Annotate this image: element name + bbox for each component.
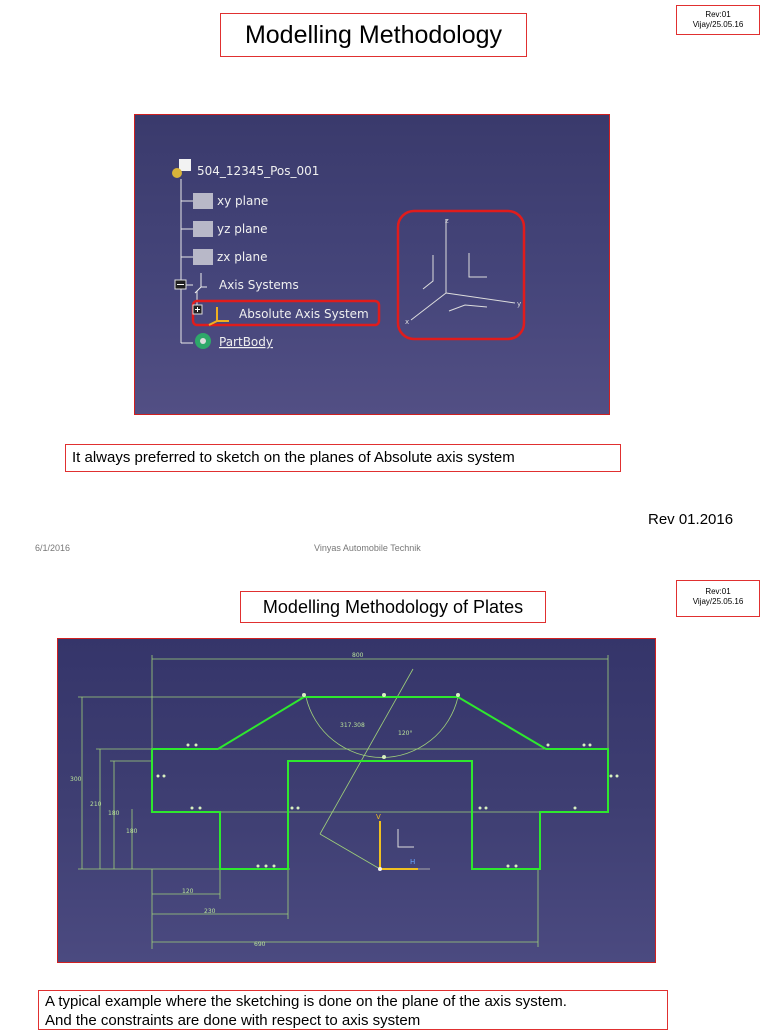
tree-item-yz-plane[interactable]: yz plane xyxy=(217,222,268,236)
compass-z-label: z xyxy=(445,217,449,225)
plane-icon xyxy=(193,193,213,209)
compass-highlight xyxy=(398,211,524,339)
dim-bottom-1: 120 xyxy=(182,888,194,895)
axis-systems-icon xyxy=(195,273,207,293)
slide2-title: Modelling Methodology of Plates xyxy=(240,591,546,623)
dim-height-4: 180 xyxy=(126,828,138,835)
dimension-lines xyxy=(78,655,608,949)
revision-author-date: Vijay/25.05.16 xyxy=(692,20,744,29)
slide1-title: Modelling Methodology xyxy=(220,13,527,57)
slide1-rev-year: Rev 01.2016 xyxy=(648,511,734,528)
slide1-footer-date: 6/1/2016 xyxy=(35,543,71,553)
compass-x-label: x xyxy=(405,318,410,326)
specification-tree xyxy=(135,115,609,414)
catia-tree-screenshot xyxy=(134,114,610,415)
slide2-caption-line1: A typical example where the sketching is done on the plane of the axis system. xyxy=(45,993,567,1010)
slide2-caption xyxy=(38,990,668,1030)
collapse-icon[interactable] xyxy=(175,280,186,289)
dim-height-3: 180 xyxy=(108,810,120,817)
dim-height-2: 210 xyxy=(90,801,102,808)
dim-top-width: 800 xyxy=(352,652,364,659)
plane-icon xyxy=(193,221,213,237)
axis-compass-icon xyxy=(411,219,515,320)
revision-number: Rev:01 xyxy=(705,10,731,19)
tree-item-zx-plane[interactable]: zx plane xyxy=(217,250,268,264)
tree-item-absolute-axis-system[interactable]: Absolute Axis System xyxy=(239,307,369,321)
partbody-icon xyxy=(195,333,211,349)
absolute-axis-icon xyxy=(209,307,229,325)
dim-bottom-3: 690 xyxy=(254,941,266,948)
tree-item-xy-plane[interactable]: xy plane xyxy=(217,194,269,208)
axis-h-label: H xyxy=(410,858,416,866)
dim-radius: 317.308 xyxy=(340,722,365,729)
slide2-revision-box xyxy=(676,580,760,617)
catia-sketch-screenshot xyxy=(57,638,656,963)
axis-v-label: V xyxy=(376,813,381,821)
tree-root-label: 504_12345_Pos_001 xyxy=(197,164,320,178)
sketch-axis-icon xyxy=(378,821,430,871)
part-icon xyxy=(172,159,191,178)
expand-icon[interactable] xyxy=(193,305,202,314)
dim-height-total: 300 xyxy=(70,776,82,783)
tree-item-partbody[interactable]: PartBody xyxy=(219,335,273,349)
constraint-markers xyxy=(157,693,619,868)
dim-bottom-2: 230 xyxy=(204,908,216,915)
slide1-caption: It always preferred to sketch on the planes of Absolute axis system xyxy=(65,444,621,472)
tree-item-axis-systems[interactable]: Axis Systems xyxy=(219,278,299,292)
plane-icon xyxy=(193,249,213,265)
revision-author-date: Vijay/25.05.16 xyxy=(692,597,744,606)
dim-angle: 120° xyxy=(398,730,413,737)
compass-y-label: y xyxy=(517,300,522,308)
slide2-caption-line2: And the constraints are done with respect to axis system xyxy=(45,1012,421,1029)
plate-sketch xyxy=(58,639,655,962)
slide1-footer-organization: Vinyas Automobile Technik xyxy=(314,543,421,553)
revision-number: Rev:01 xyxy=(705,587,731,596)
slide1-revision-box xyxy=(676,5,760,35)
